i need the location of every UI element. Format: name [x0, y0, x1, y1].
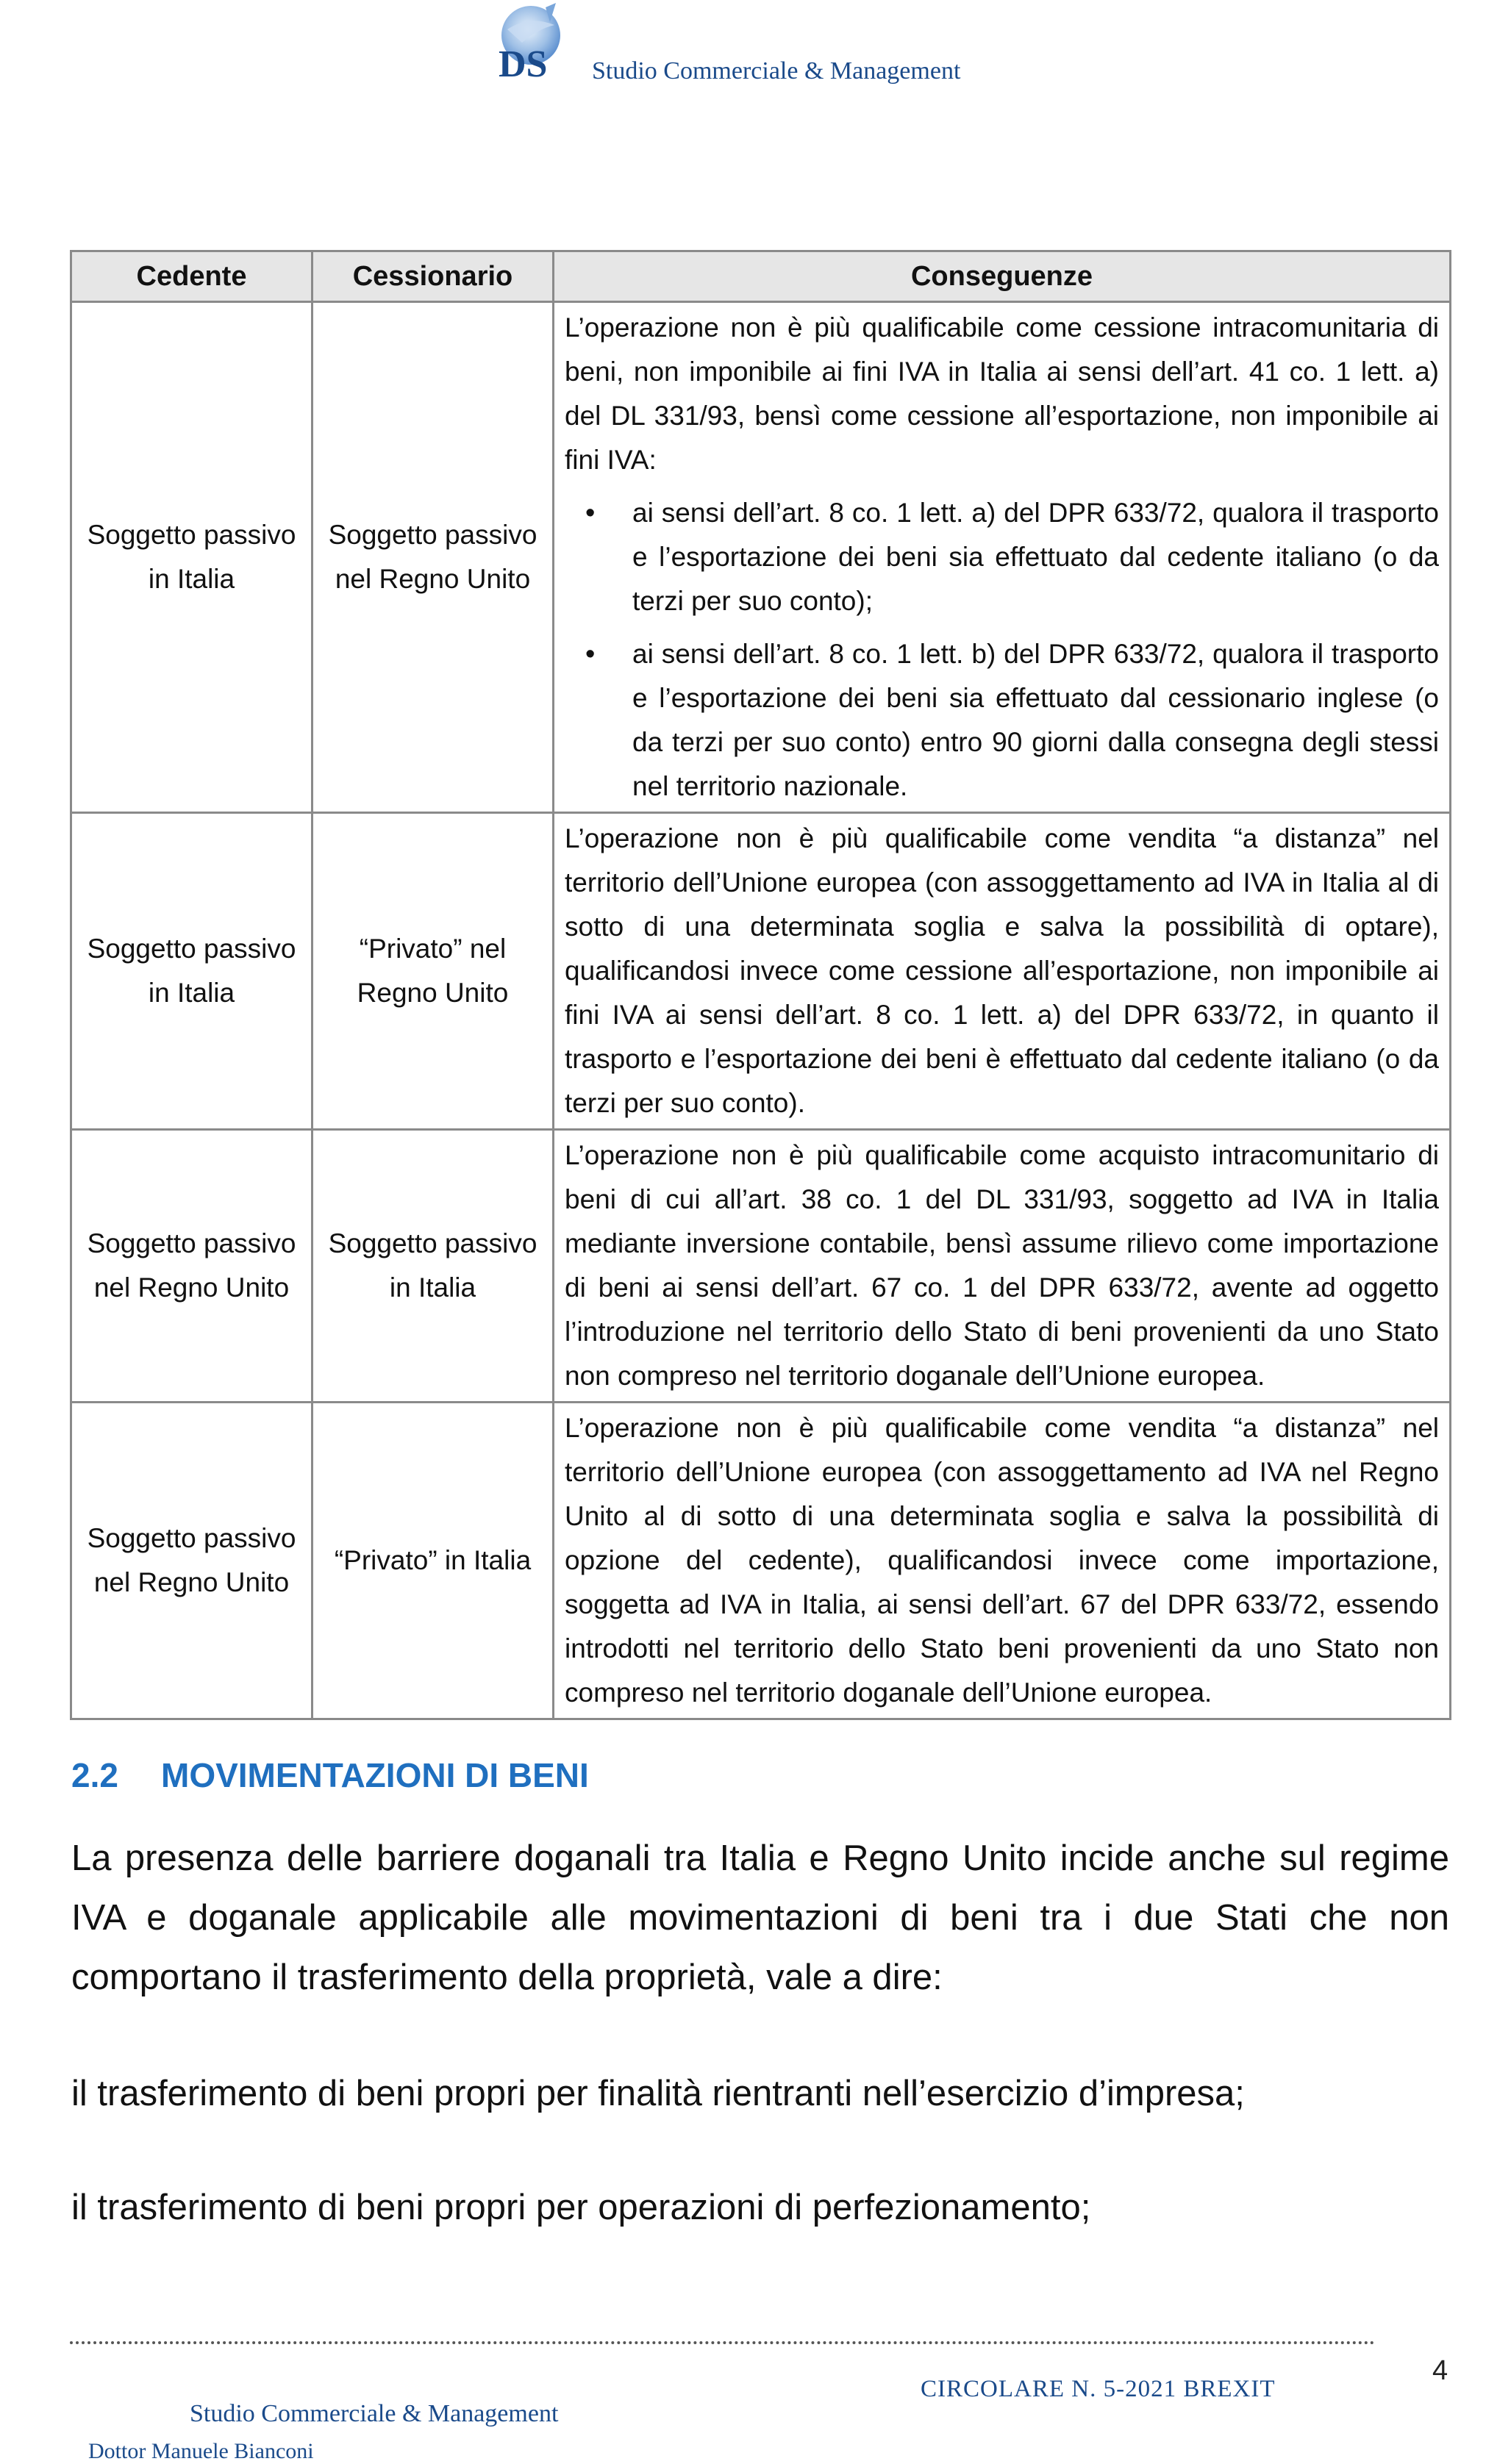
cessionario-cell: Soggetto passivo in Italia: [312, 1130, 554, 1403]
conseguenze-cell: [554, 302, 1451, 813]
list-item: il trasferimento di beni propri per finalità rientranti nell’esercizio d’impresa;: [71, 2074, 1245, 2113]
conseguenze-bullet-list: [565, 491, 1439, 809]
footer-circular: CIRCOLARE N. 5-2021 BREXIT: [921, 2376, 1276, 2402]
cedente-cell: Soggetto passivo in Italia: [71, 813, 312, 1130]
column-header-cedente: Cedente: [71, 251, 312, 302]
header-title: Studio Commerciale & Management: [592, 57, 961, 85]
list-item: il trasferimento di beni propri per operazioni di perfezionamento;: [71, 2188, 1091, 2227]
cessionario-cell: “Privato” nel Regno Unito: [312, 813, 554, 1130]
section-title: MOVIMENTAZIONI DI BENI: [161, 1756, 589, 1794]
list-item: • ai sensi dell’art. 8 co. 1 lett. b) del DPR 633/72, qualora il trasporto e l’esportazione dei beni sia effettuato dal cessionario inglese (o da terzi per suo conto) entro 90 giorni dalla consegna degli stessi nel territorio nazionale.: [632, 632, 1439, 809]
consequences-table: [70, 250, 1451, 1720]
cedente-cell: Soggetto passivo in Italia: [71, 302, 312, 813]
column-header-cessionario: Cessionario: [312, 251, 554, 302]
footer-divider: [70, 2341, 1375, 2344]
table-row: [71, 302, 1451, 813]
conseguenze-cell: L’operazione non è più qualificabile come vendita “a distanza” nel territorio dell’Unione europea (con assoggettamento ad IVA nel Regno Unito al di sotto di una determinata soglia e salva la possibilità di opzione del cedente), qualificandosi invece come importazione, soggetta ad IVA in Italia, ai sensi dell’art. 67 del DPR 633/72, essendo introdotti nel territorio dello Stato beni provenienti da uno Stato non compreso nel territorio doganale dell’Unione europea.: [554, 1403, 1451, 1719]
section-number: 2.2: [71, 1756, 118, 1794]
list-item: • ai sensi dell’art. 8 co. 1 lett. a) del DPR 633/72, qualora il trasporto e l’esportazione dei beni sia effettuato dal cedente italiano (o da terzi per suo conto);: [632, 491, 1439, 623]
cessionario-cell: “Privato” in Italia: [312, 1403, 554, 1719]
cessionario-cell: Soggetto passivo nel Regno Unito: [312, 302, 554, 813]
column-header-conseguenze: Conseguenze: [554, 251, 1451, 302]
table-row: [71, 1130, 1451, 1403]
footer-company: Studio Commerciale & Management: [190, 2400, 559, 2427]
section-heading: [71, 1755, 589, 1795]
cedente-cell: Soggetto passivo nel Regno Unito: [71, 1130, 312, 1403]
table-row: [71, 1403, 1451, 1719]
page-header: [478, 0, 1066, 96]
table-row: [71, 813, 1451, 1130]
cedente-cell: Soggetto passivo nel Regno Unito: [71, 1403, 312, 1719]
conseguenze-intro: L’operazione non è più qualificabile come cessione intracomunitaria di beni, non imponibile ai fini IVA in Italia ai sensi dell’art. 41 co. 1 lett. a) del DL 331/93, bensì come cessione all’esportazione, non imponibile ai fini IVA:: [565, 312, 1439, 475]
footer-author: Dottor Manuele Bianconi: [88, 2439, 314, 2463]
company-logo: [478, 0, 588, 88]
body-paragraph: La presenza delle barriere doganali tra Italia e Regno Unito incide anche sul regime IVA e doganale applicabile alle movimentazioni di beni tra i due Stati che non comportano il trasferimento della proprietà, vale a dire:: [71, 1838, 1449, 1997]
conseguenze-cell: L’operazione non è più qualificabile come vendita “a distanza” nel territorio dell’Unione europea (con assoggettamento ad IVA in Italia al di sotto di una determinata soglia e salva la possibilità di optare), qualificandosi invece come cessione all’esportazione, non imponibile ai fini IVA ai sensi dell’art. 8 co. 1 lett. a) del DPR 633/72, in quanto il trasporto e l’esportazione dei beni è effettuato dal cedente italiano (o da terzi per suo conto).: [554, 813, 1451, 1130]
logo-text: DS: [499, 43, 548, 85]
page-number: 4: [1432, 2355, 1449, 2386]
conseguenze-cell: L’operazione non è più qualificabile come acquisto intracomunitario di beni di cui all’art. 38 co. 1 del DL 331/93, soggetto ad IVA in Italia mediante inversione contabile, bensì assume rilievo come importazione di beni ai sensi dell’art. 67 co. 1 del DPR 633/72, avente ad oggetto l’introduzione nel territorio dello Stato di beni provenienti da uno Stato non compreso nel territorio doganale dell’Unione europea.: [554, 1130, 1451, 1403]
table-header-row: [71, 251, 1451, 302]
